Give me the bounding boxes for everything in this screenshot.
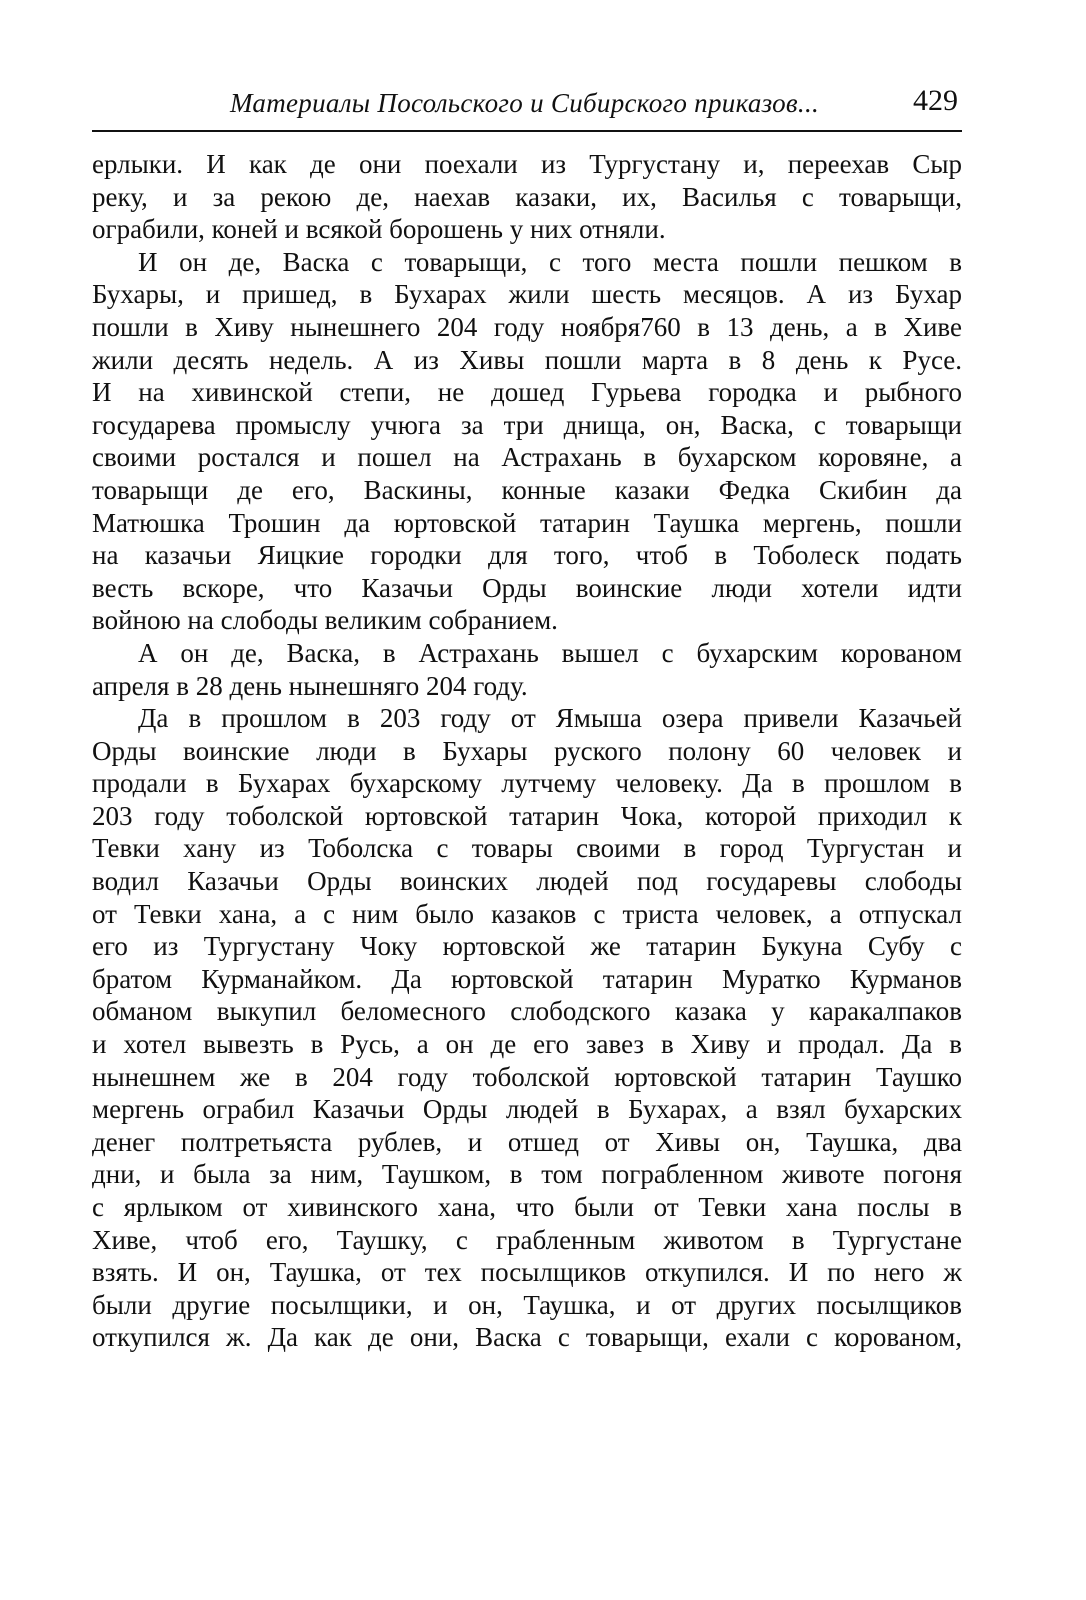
text-line: Тевки хану из Тоболска с товары своими в город Тургустан и	[92, 833, 962, 864]
text-line: нынешнем же в 204 году тоболской юртовской татарин Таушко	[92, 1061, 962, 1092]
text-line: Хиве, чтоб его, Таушку, с грабленным животом в Тургустане	[92, 1224, 962, 1255]
running-header	[92, 84, 962, 132]
text-line: Да в прошлом в 203 году от Ямыша озера привели Казачьей	[138, 703, 962, 734]
text-line: государева промыслу учюга за три днища, он, Васка, с товарыщи	[92, 409, 962, 440]
text-line: своими ростался и пошел на Астрахань в бухарском коровяне, а	[92, 442, 962, 473]
text-line: водил Казачьи Орды воинских людей под государевы слободы	[92, 866, 962, 897]
text-line: И на хивинской степи, не дошед Гурьева городка и рыбного	[92, 377, 962, 408]
text-line: Матюшка Трошин да юртовской татарин Таушка мергень, пошли	[92, 507, 962, 538]
text-line: и хотел вывезть в Русь, а он де его завез в Хиву и продал. Да в	[92, 1029, 962, 1060]
text-line: 203 году тоболской юртовской татарин Чока, которой приходил к	[92, 800, 962, 831]
page-number: 429	[913, 84, 958, 117]
text-line: апреля в 28 день нынешняго 204 году.	[92, 670, 528, 701]
text-line: дни, и была за ним, Таушком, в том пограбленном животе погоня	[92, 1159, 962, 1190]
text-line: продали в Бухарах бухарскому лутчему человеку. Да в прошлом в	[92, 768, 962, 799]
text-line: ограбили, коней и всякой борошень у них отняли.	[92, 214, 666, 245]
text-line: Бухары, и пришед, в Бухарах жили шесть месяцов. А из Бухар	[92, 279, 962, 310]
text-line: его из Тургустану Чоку юртовской же татарин Букуна Субу с	[92, 931, 962, 962]
text-line: И он де, Васка с товарыщи, с того места пошли пешком в	[138, 246, 962, 277]
text-line: товарыщи де его, Васкины, конные казаки Федка Скибин да	[92, 474, 962, 505]
text-line: войною на слободы великим собранием.	[92, 605, 558, 636]
text-line: на казачьи Яицкие городки для того, чтоб в Тоболеск подать	[92, 540, 962, 571]
text-line: А он де, Васка, в Астрахань вышел с бухарским корованом	[138, 637, 962, 668]
text-line: Орды воинские люди в Бухары руского полону 60 человек и	[92, 735, 962, 766]
text-line: ерлыки. И как де они поехали из Тургустану и, переехав Сыр	[92, 149, 962, 179]
text-line: с ярлыком от хивинского хана, что были от Тевки хана послы в	[92, 1192, 962, 1222]
text-line: братом Курманайком. Да юртовской татарин Муратко Курманов	[92, 963, 962, 994]
text-line: взять. И он, Таушка, от тех посылщиков откупился. И по него ж	[92, 1257, 962, 1288]
text-line: от Тевки хана, а с ним было казаков с триста человек, а отпускал	[92, 898, 962, 929]
text-line: пошли в Хиву нынешнего 204 году ноября760 в 13 день, а в Хиве	[92, 311, 962, 342]
text-line: реку, и за рекою де, наехав казаки, их, Василья с товарыщи,	[92, 181, 962, 212]
body-text	[92, 148, 962, 1354]
text-line: денег полтретьяста рублев, и отшед от Хивы он, Таушка, два	[92, 1126, 962, 1157]
text-line: обманом выкупил беломесного слободского казака у каракалпаков	[92, 996, 962, 1027]
running-title: Материалы Посольского и Сибирского приказов...	[230, 88, 820, 118]
text-line: мергень ограбил Казачьи Орды людей в Бухарах, а взял бухарских	[92, 1094, 962, 1125]
text-line: были другие посылщики, и он, Таушка, и от других посылщиков	[92, 1289, 962, 1320]
text-line: весть вскоре, что Казачьи Орды воинские люди хотели идти	[92, 572, 962, 603]
text-line: откупился ж. Да как де они, Васка с товарыщи, ехали с корованом,	[92, 1322, 962, 1353]
text-line: жили десять недель. А из Хивы пошли марта в 8 день к Русе.	[92, 344, 962, 375]
